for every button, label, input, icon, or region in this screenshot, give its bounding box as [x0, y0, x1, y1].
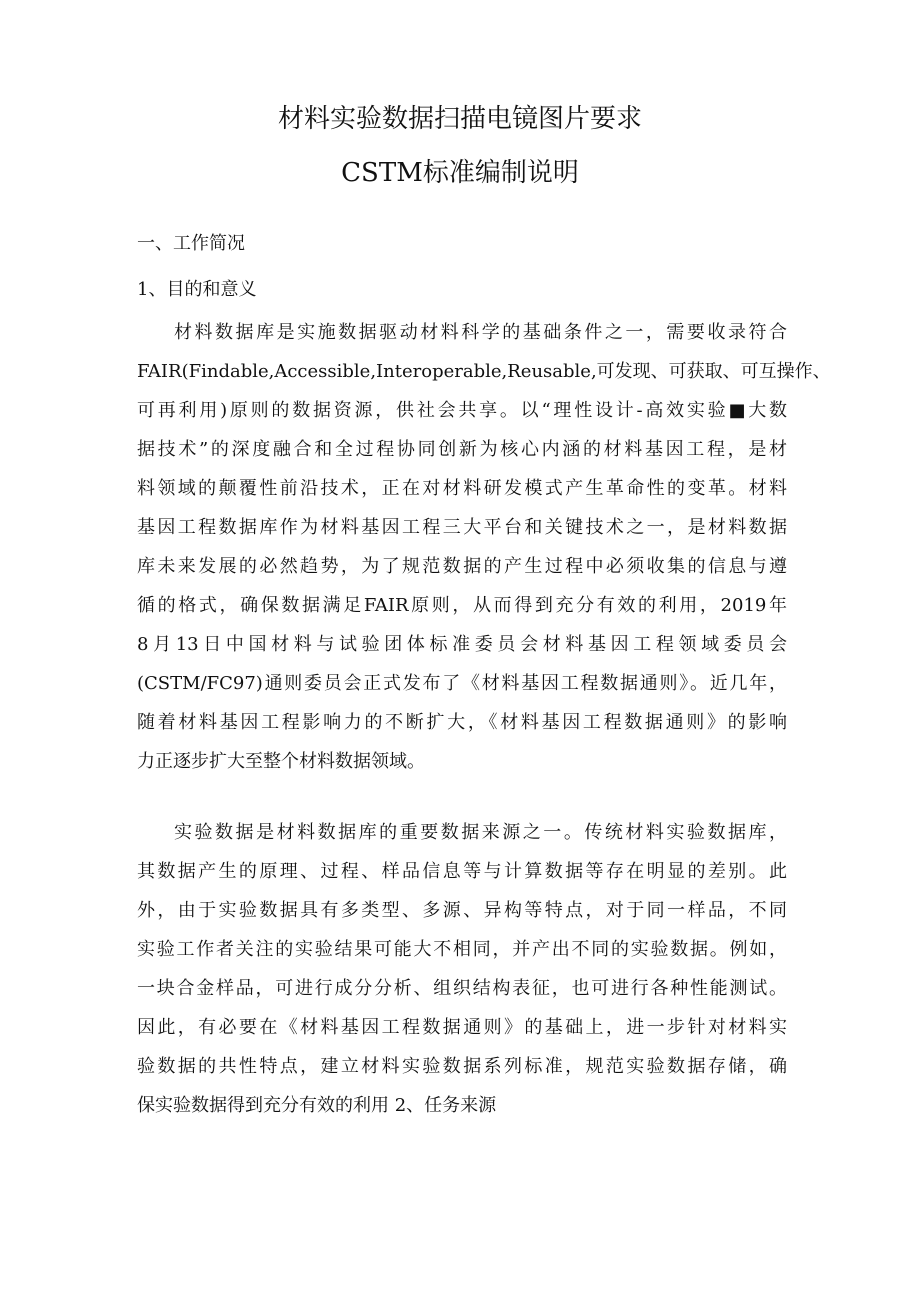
paragraph-line: 基因工程数据库作为材料基因工程三大平台和关键技术之一，是材料数据	[137, 517, 787, 538]
paragraph-line: 外，由于实验数据具有多类型、多源、异构等特点，对于同一样品，不同	[137, 900, 787, 921]
paragraph-line: 库未来发展的必然趋势，为了规范数据的产生过程中必须收集的信息与遵	[137, 556, 787, 577]
paragraph-line: (CSTM/FC97)通则委员会正式发布了《材料基因工程数据通则》。近几年，	[137, 673, 787, 694]
paragraph-line: FAIR(Findable,Accessible,Interoperable,Reusable,可发现、可获取、可互操作、	[137, 361, 831, 382]
paragraph-line: 因此，有必要在《材料基因工程数据通则》的基础上，进一步针对材料实	[137, 1017, 787, 1038]
paragraph-purpose	[137, 313, 831, 781]
document-title: 材料实验数据扫描电镜图片要求	[277, 104, 642, 134]
paragraph-line: 可再利用)原则的数据资源，供社会共享。以“理性设计-高效实验■大数	[137, 400, 787, 421]
paragraph-line: 实验数据是材料数据库的重要数据来源之一。传统材料实验数据库，	[174, 822, 787, 843]
paragraph-line: 材料数据库是实施数据驱动材料科学的基础条件之一，需要收录符合	[174, 322, 787, 343]
paragraph-experimental-data	[137, 813, 787, 1125]
paragraph-line: 保实验数据得到充分有效的利用 2、任务来源	[137, 1095, 497, 1116]
paragraph-line: 验数据的共性特点，建立材料实验数据系列标准，规范实验数据存储，确	[137, 1056, 787, 1077]
paragraph-line: 实验工作者关注的实验结果可能大不相同，并产出不同的实验数据。例如，	[137, 939, 787, 960]
paragraph-line: 力正逐步扩大至整个材料数据领域。	[137, 751, 425, 772]
paragraph-line: 据技术”的深度融合和全过程协同创新为核心内涵的材料基因工程，是材	[137, 439, 787, 460]
subsection-heading: 1、目的和意义	[137, 279, 257, 300]
document-subtitle: CSTM标准编制说明	[341, 158, 579, 188]
paragraph-line: 随着材料基因工程影响力的不断扩大，《材料基因工程数据通则》的影响	[137, 712, 787, 733]
paragraph-line: 循的格式，确保数据满足FAIR原则，从而得到充分有效的利用，2019年	[137, 595, 787, 616]
paragraph-line: 一块合金样品，可进行成分分析、组织结构表征，也可进行各种性能测试。	[137, 978, 787, 999]
paragraph-line: 8月13日中国材料与试验团体标准委员会材料基因工程领域委员会	[137, 634, 787, 655]
paragraph-line: 其数据产生的原理、过程、样品信息等与计算数据等存在明显的差别。此	[137, 861, 787, 882]
paragraph-line: 料领域的颠覆性前沿技术，正在对材料研发模式产生革命性的变革。材料	[137, 478, 787, 499]
section-heading: 一、工作简况	[137, 233, 245, 254]
